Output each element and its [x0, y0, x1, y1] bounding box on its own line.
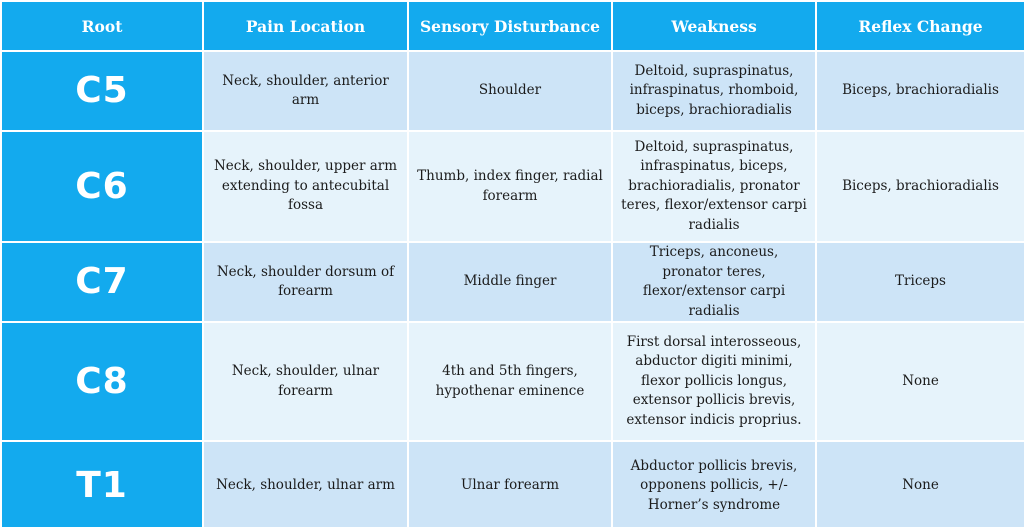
weakness-cell: Triceps, anconeus, pronator teres, flexor/extensor carpi radialis: [612, 242, 816, 322]
reflex-change-cell: None: [816, 322, 1024, 441]
root-cell: C5: [1, 51, 203, 131]
weakness-cell: Deltoid, supraspinatus, infraspinatus, rhomboid, biceps, brachioradialis: [612, 51, 816, 131]
root-cell: C8: [1, 322, 203, 441]
header-sensory-disturbance: Sensory Disturbance: [408, 1, 612, 51]
root-cell: C6: [1, 131, 203, 242]
header-weakness: Weakness: [612, 1, 816, 51]
header-reflex-change: Reflex Change: [816, 1, 1024, 51]
root-cell: T1: [1, 441, 203, 527]
weakness-cell: Deltoid, supraspinatus, infraspinatus, biceps, brachioradialis, pronator teres, flexor/extensor carpi radialis: [612, 131, 816, 242]
reflex-change-cell: Triceps: [816, 242, 1024, 322]
table-row: [1, 51, 1024, 131]
sensory-disturbance-cell: Ulnar forearm: [408, 441, 612, 527]
reflex-change-cell: Biceps, brachioradialis: [816, 131, 1024, 242]
reflex-change-cell: Biceps, brachioradialis: [816, 51, 1024, 131]
reflex-change-cell: None: [816, 441, 1024, 527]
pain-location-cell: Neck, shoulder dorsum of forearm: [203, 242, 408, 322]
weakness-cell: First dorsal interosseous, abductor digiti minimi, flexor pollicis longus, extensor pollicis brevis, extensor indicis proprius.: [612, 322, 816, 441]
sensory-disturbance-cell: Middle finger: [408, 242, 612, 322]
sensory-disturbance-cell: 4th and 5th fingers, hypothenar eminence: [408, 322, 612, 441]
table-row: [1, 322, 1024, 441]
table-row: [1, 242, 1024, 322]
table-row: [1, 131, 1024, 242]
header-pain-location: Pain Location: [203, 1, 408, 51]
pain-location-cell: Neck, shoulder, upper arm extending to antecubital fossa: [203, 131, 408, 242]
pain-location-cell: Neck, shoulder, ulnar forearm: [203, 322, 408, 441]
table-row: [1, 441, 1024, 527]
pain-location-cell: Neck, shoulder, anterior arm: [203, 51, 408, 131]
weakness-cell: Abductor pollicis brevis, opponens pollicis, +/- Horner’s syndrome: [612, 441, 816, 527]
header-root: Root: [1, 1, 203, 51]
sensory-disturbance-cell: Shoulder: [408, 51, 612, 131]
sensory-disturbance-cell: Thumb, index finger, radial forearm: [408, 131, 612, 242]
pain-location-cell: Neck, shoulder, ulnar arm: [203, 441, 408, 527]
root-cell: C7: [1, 242, 203, 322]
header-row: [1, 1, 1024, 51]
